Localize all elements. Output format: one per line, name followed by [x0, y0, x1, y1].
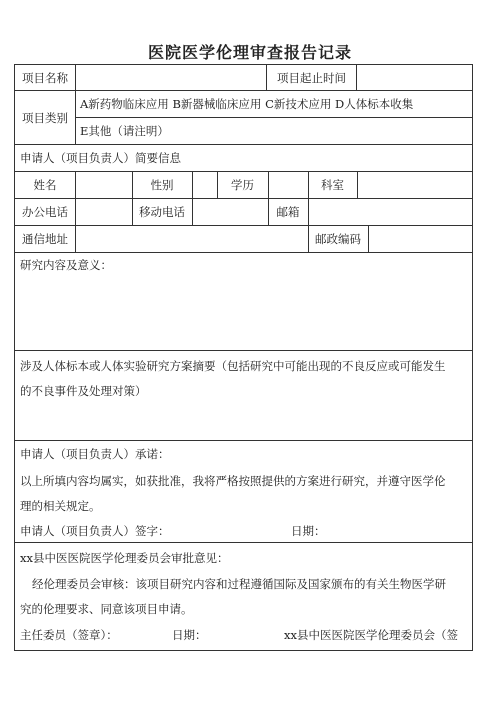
committee-org-stamp-label: xx县中医医院医学伦理委员会（签 — [284, 628, 458, 642]
director-signature-label: 主任委员（签章）： — [20, 628, 118, 642]
postcode-label: 邮政编码 — [315, 232, 361, 246]
committee-date-field[interactable] — [208, 625, 278, 643]
applicant-date-label: 日期： — [291, 524, 326, 538]
applicant-date-field[interactable] — [327, 521, 427, 539]
research-content-field[interactable] — [16, 275, 471, 349]
plan-summary-field[interactable] — [16, 403, 471, 439]
plan-summary-line2: 的不良事件及处理对策） — [20, 384, 147, 398]
education-label: 学历 — [231, 178, 254, 192]
project-name-field[interactable] — [76, 66, 265, 89]
address-label: 通信地址 — [22, 232, 68, 246]
committee-opinion-line1: 经伦理委员会审核：该项目研究内容和过程遵循国际及国家颁布的有关生物医学研 — [32, 577, 446, 591]
plan-summary-line1: 涉及人体标本或人体实验研究方案摘要（包括研究中可能出现的不良反应或可能发生 — [20, 359, 446, 373]
project-period-field[interactable] — [357, 66, 471, 89]
mobile-phone-label: 移动电话 — [139, 205, 185, 219]
ethics-review-form — [14, 64, 473, 651]
mobile-phone-field[interactable] — [193, 199, 267, 224]
category-options-line1: A新药物临床应用 B新器械临床应用 C新技术应用 D人体标本收集 — [80, 97, 414, 111]
commitment-heading: 申请人（项目负责人）承诺： — [20, 447, 170, 461]
committee-date-label: 日期： — [172, 628, 207, 642]
director-signature-field[interactable] — [125, 625, 170, 643]
office-phone-label: 办公电话 — [22, 205, 68, 219]
project-name-label: 项目名称 — [22, 71, 68, 85]
applicant-signature-field[interactable] — [179, 521, 279, 539]
department-field[interactable] — [358, 172, 471, 197]
document-title: 医院医学伦理审查报告记录 — [147, 43, 352, 62]
project-category-label: 项目类别 — [22, 111, 68, 125]
education-field[interactable] — [269, 172, 307, 197]
address-field[interactable] — [76, 226, 307, 251]
category-option-other[interactable]: E其他（请注明） — [80, 124, 169, 138]
committee-opinion-heading: xx县中医医院医学伦理委员会审批意见： — [20, 551, 229, 565]
research-content-label: 研究内容及意义： — [20, 258, 112, 272]
gender-label: 性别 — [150, 178, 174, 192]
name-label: 姓名 — [33, 178, 57, 192]
department-label: 科室 — [321, 178, 344, 192]
email-field[interactable] — [309, 199, 471, 224]
applicant-info-heading: 申请人（项目负责人）简要信息 — [20, 151, 181, 165]
committee-opinion-line2: 究的伦理要求、同意该项目申请。 — [20, 602, 193, 616]
postcode-field[interactable] — [369, 226, 471, 251]
office-phone-field[interactable] — [76, 199, 131, 224]
applicant-signature-label: 申请人（项目负责人）签字： — [20, 524, 170, 538]
name-field[interactable] — [76, 172, 131, 197]
project-period-label: 项目起止时间 — [277, 71, 346, 85]
gender-field[interactable] — [193, 172, 216, 197]
email-label: 邮箱 — [276, 205, 300, 219]
commitment-line2: 理的相关规定。 — [20, 499, 101, 513]
commitment-line1: 以上所填内容均属实，如获批准，我将严格按照提供的方案进行研究，并遵守医学伦 — [20, 474, 446, 488]
